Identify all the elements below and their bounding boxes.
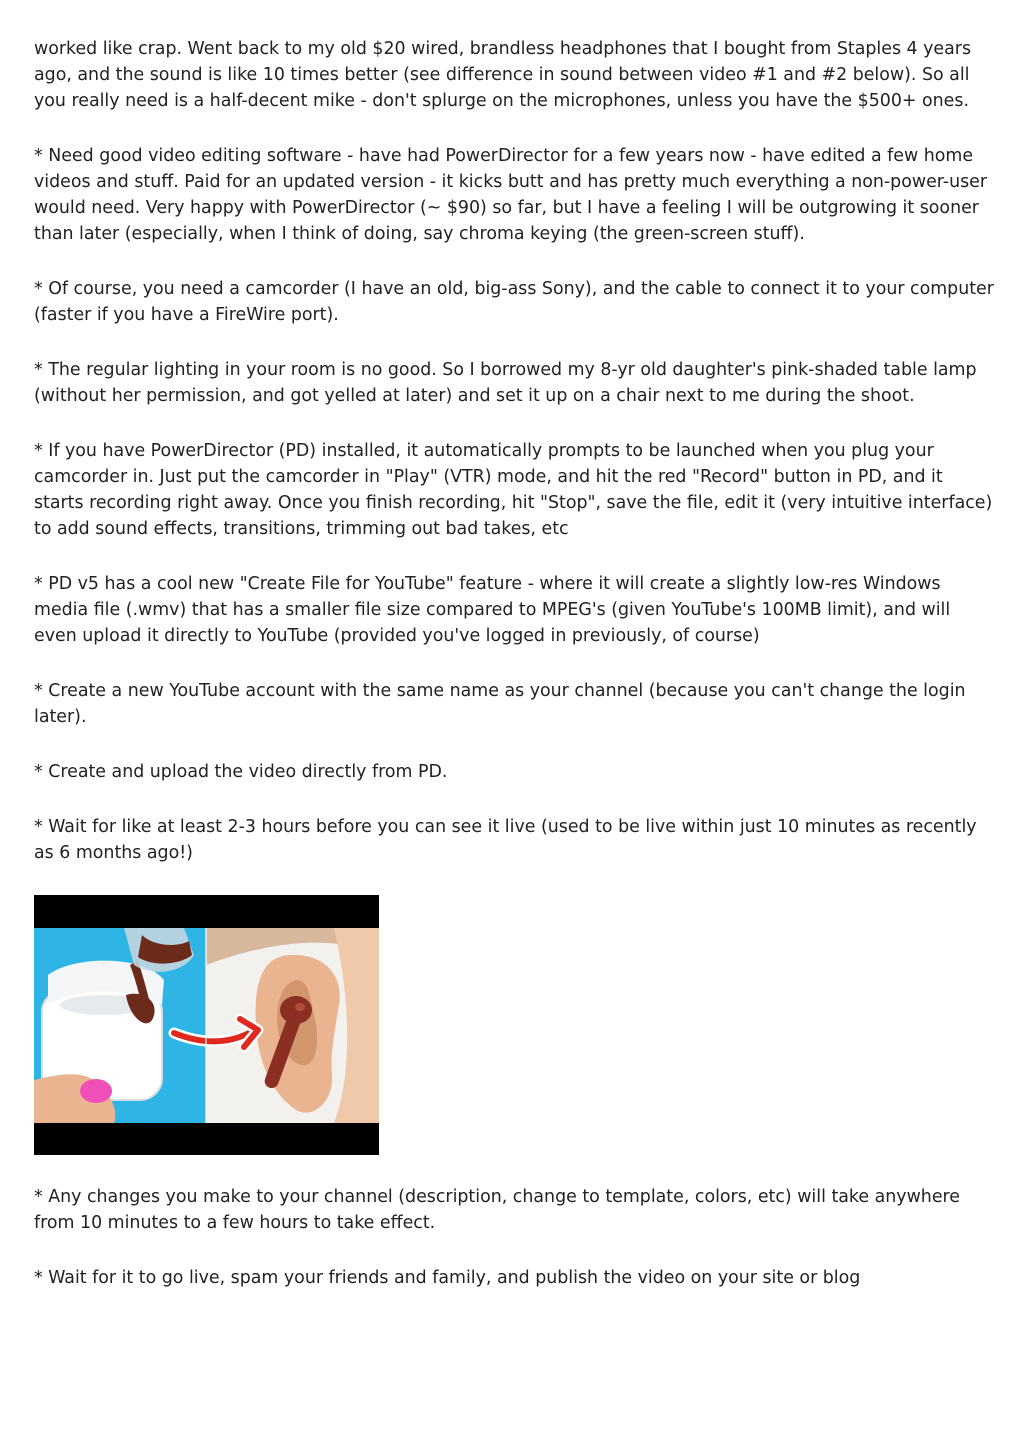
paragraph: * Create a new YouTube account with the same name as your channel (because you can't change the login later). [34, 681, 966, 727]
paragraph: * PD v5 has a cool new "Create File for YouTube" feature - where it will create a slightly low-res Windows media file (.wmv) that has a smaller file size compared to MPEG's (given YouTube's 100MB limit), and will even upload it directly to YouTube (provided you've logged in previously, of course) [34, 574, 951, 646]
paragraph: * Need good video editing software - have had PowerDirector for a few years now - have edited a few home videos and stuff. Paid for an updated version - it kicks butt and has pretty much everything a non-power-user would need. Very happy with PowerDirector (~ $90) so far, but I have a feeling I will be outgrowing it sooner than later (especially, when I think of doing, say chroma keying (the green-screen stuff). [34, 146, 988, 244]
paragraph: * If you have PowerDirector (PD) installed, it automatically prompts to be launched when you plug your camcorder in. Just put the camcorder in "Play" (VTR) mode, and hit the red "Record" button in PD, and it starts recording right away. Once you finish recording, hit "Stop", save the file, edit it (very intuitive interface) to add sound effects, transitions, trimming out bad takes, etc [34, 441, 993, 539]
paragraph: * The regular lighting in your room is no good. So I borrowed my 8-yr old daughter's pink-shaded table lamp (without her permission, and got yelled at later) and set it up on a chair next to me during the shoot. [34, 360, 977, 406]
document-body [34, 36, 994, 1320]
paragraph: * Create and upload the video directly from PD. [34, 762, 448, 782]
paragraph: worked like crap. Went back to my old $20 wired, brandless headphones that I bought from Staples 4 years ago, and the sound is like 10 times better (see difference in sound between video #1 and #2 below). So all you really need is a half-decent mike - don't splurge on the microphones, unless you have the $500+ ones. [34, 39, 972, 111]
paragraph: * Any changes you make to your channel (description, change to template, colors, etc) will take anywhere from 10 minutes to a few hours to take effect. [34, 1187, 960, 1233]
video-thumbnail-earbuds-icon [34, 895, 379, 1155]
paragraph: * Wait for like at least 2-3 hours before you can see it live (used to be live within just 10 minutes as recently as 6 months ago!) [34, 817, 977, 863]
paragraph: * Wait for it to go live, spam your friends and family, and publish the video on your site or blog [34, 1268, 861, 1288]
paragraph: * Of course, you need a camcorder (I have an old, big-ass Sony), and the cable to connect it to your computer (faster if you have a FireWire port). [34, 279, 994, 325]
video-thumbnail[interactable] [34, 895, 379, 1155]
